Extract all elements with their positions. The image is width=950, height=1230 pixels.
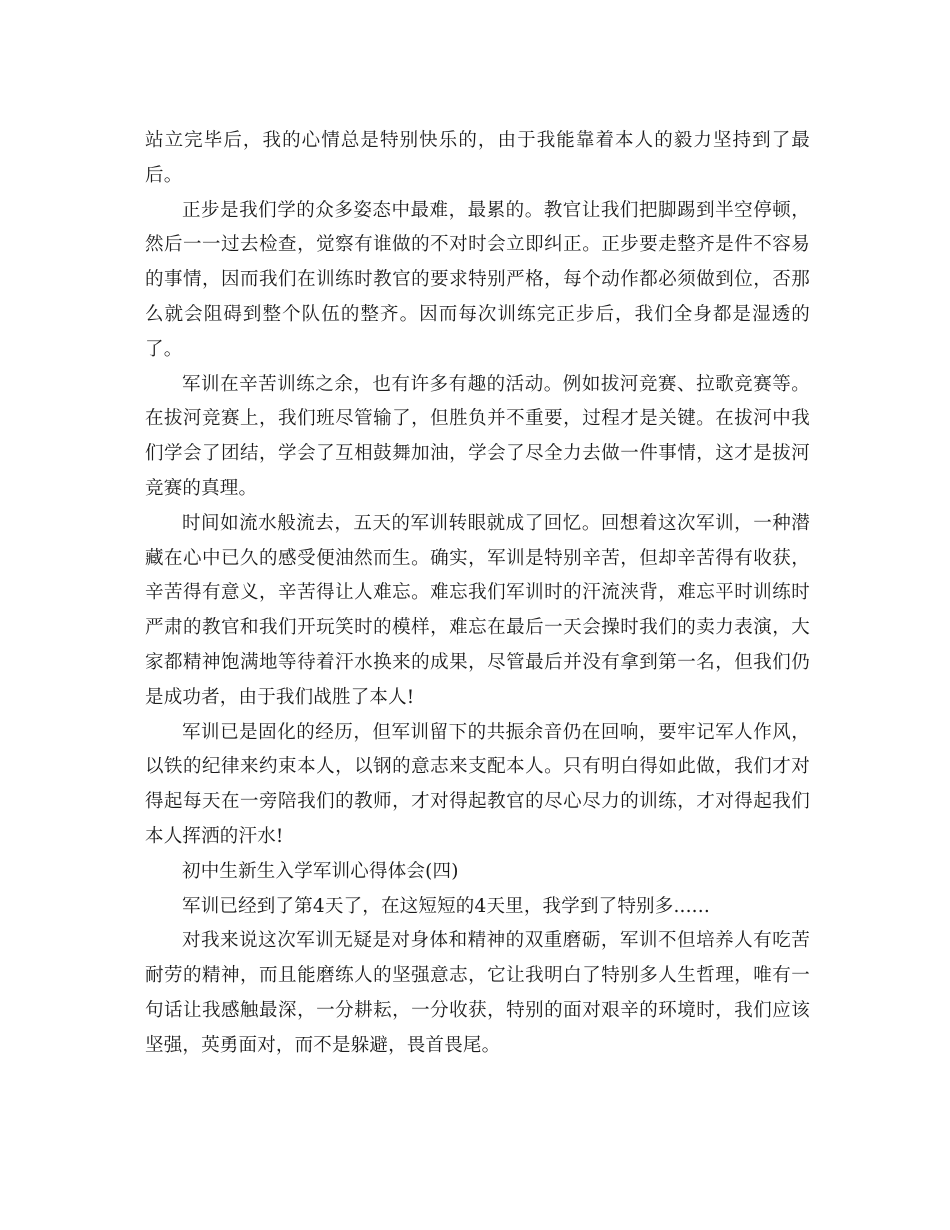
paragraph-6: 军训已经到了第4天了，在这短短的4天里，我学到了特别多...... — [182, 895, 710, 917]
paragraph-7: 对我来说这次军训无疑是对身体和精神的双重磨砺，军训不但培养人有吃苦耐劳的精神，而且能磨练人的坚强意志，它让我明白了特别多人生哲理，唯有一句话让我感触最深，一分耕耘，一分收获，特别的面对艰辛的环境时，我们应该坚强，英勇面对，而不是躲避，畏首畏尾。 — [145, 930, 810, 1056]
paragraph-4: 时间如流水般流去，五天的军训转眼就成了回忆。回想着这次军训，一种潜藏在心中已久的感受便油然而生。确实，军训是特别辛苦，但却辛苦得有收获，辛苦得有意义，辛苦得让人难忘。难忘我们军训时的汗流浃背，难忘平时训练时严肃的教官和我们开玩笑时的模样，难忘在最后一天会操时我们的卖力表演，大家都精神饱满地等待着汗水换来的成果，尽管最后并没有拿到第一名，但我们仍是成功者，由于我们战胜了本人! — [145, 512, 810, 708]
paragraph-2: 正步是我们学的众多姿态中最难，最累的。教官让我们把脚踢到半空停顿，然后一一过去检查，觉察有谁做的不对时会立即纠正。正步要走整齐是件不容易的事情，因而我们在训练时教官的要求特别严格，每个动作都必须做到位，否那么就会阻碍到整个队伍的整齐。因而每次训练完正步后，我们全身都是湿透的了。 — [145, 199, 810, 360]
section-heading: 初中生新生入学军训心得体会(四) — [182, 860, 459, 882]
document-body — [145, 124, 810, 1064]
paragraph-1: 站立完毕后，我的心情总是特别快乐的，由于我能靠着本人的毅力坚持到了最后。 — [145, 130, 810, 186]
paragraph-5: 军训已是固化的经历，但军训留下的共振余音仍在回响，要牢记军人作风，以铁的纪律来约束本人，以钢的意志来支配本人。只有明白得如此做，我们才对得起每天在一旁陪我们的教师，才对得起教官的尽心尽力的训练，才对得起我们本人挥洒的汗水! — [145, 721, 810, 847]
paragraph-3: 军训在辛苦训练之余，也有许多有趣的活动。例如拔河竞赛、拉歌竞赛等。在拔河竞赛上，我们班尽管输了，但胜负并不重要，过程才是关键。在拔河中我们学会了团结，学会了互相鼓舞加油，学会了尽全力去做一件事情，这才是拔河竞赛的真理。 — [145, 373, 810, 499]
